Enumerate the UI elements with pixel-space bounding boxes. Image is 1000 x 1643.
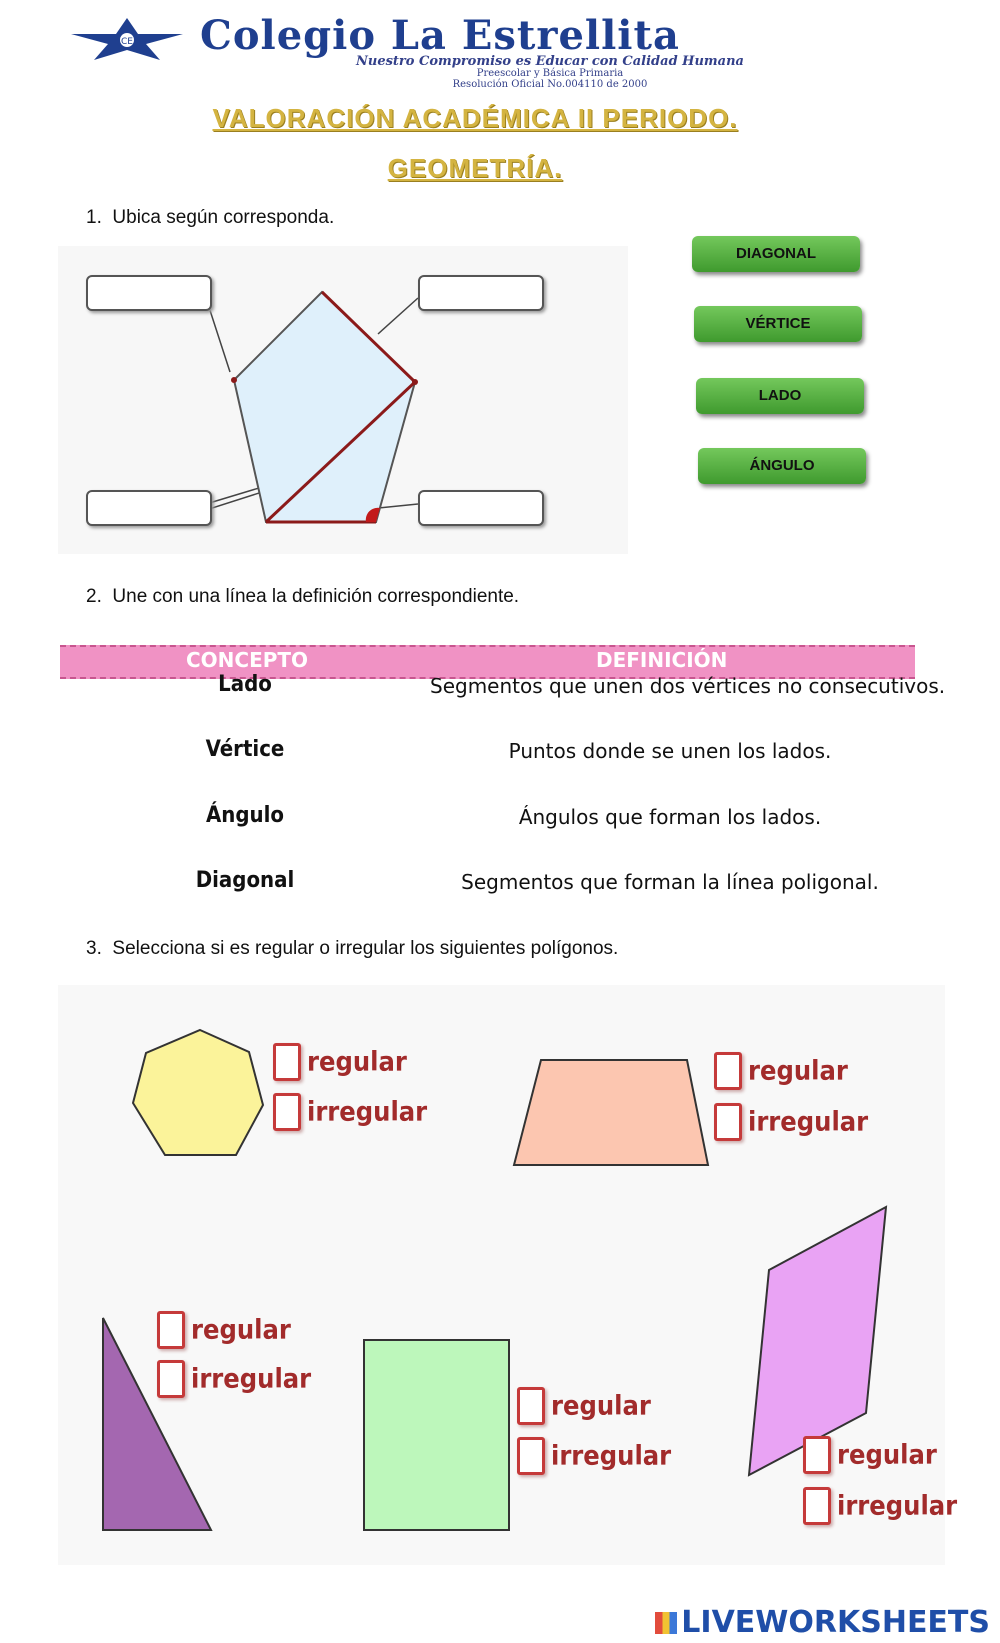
trapezoid-option-regular[interactable]: regular: [714, 1052, 848, 1090]
checkbox[interactable]: [273, 1093, 301, 1131]
subject-title: GEOMETRÍA.: [387, 153, 563, 183]
question-1-text: Ubica según corresponda.: [112, 207, 335, 228]
question-2-number: 2.: [86, 586, 102, 607]
tag-diagonal[interactable]: DIAGONAL: [692, 236, 860, 272]
school-name: Colegio La Estrellita: [200, 12, 680, 59]
triangle-option-irregular[interactable]: irregular: [157, 1360, 311, 1398]
heptagon-shape: [133, 1030, 263, 1155]
drop-box-bottom-right[interactable]: [418, 490, 544, 526]
definition-item[interactable]: Puntos donde se unen los lados.: [508, 739, 832, 763]
concept-item[interactable]: Lado: [218, 672, 272, 697]
question-1-number: 1.: [86, 207, 102, 228]
triangle-shape: [103, 1318, 211, 1530]
liveworksheets-mark-icon: [655, 1612, 677, 1634]
checkbox[interactable]: [517, 1387, 545, 1425]
heptagon-option-irregular[interactable]: irregular: [273, 1093, 427, 1131]
concept-item[interactable]: Ángulo: [205, 803, 285, 828]
square-option-regular[interactable]: regular: [517, 1387, 651, 1425]
question-2-text: Une con una línea la definición correspondiente.: [112, 586, 520, 607]
definition-item[interactable]: Segmentos que forman la línea poligonal.: [461, 870, 879, 894]
pentagon-vertex-dot: [231, 377, 237, 383]
svg-text:CE: CE: [121, 37, 133, 47]
checkbox[interactable]: [714, 1103, 742, 1141]
question-1: [86, 207, 334, 229]
school-level: Preescolar y Básica Primaria: [476, 68, 624, 79]
pentagon-vertex-dot: [412, 379, 418, 385]
tag-lado[interactable]: LADO: [696, 378, 864, 414]
definition-item[interactable]: Segmentos que unen dos vértices no consecutivos.: [430, 674, 946, 698]
checkbox[interactable]: [803, 1487, 831, 1525]
trapezoid-option-irregular[interactable]: irregular: [714, 1103, 868, 1141]
heptagon-option-regular[interactable]: regular: [273, 1043, 407, 1081]
checkbox[interactable]: [517, 1437, 545, 1475]
question-2: [86, 586, 519, 608]
question-3-text: Selecciona si es regular o irregular los siguientes polígonos.: [112, 938, 619, 959]
drop-box-top-left[interactable]: [86, 275, 212, 311]
concept-item[interactable]: Vértice: [205, 737, 285, 762]
polygons-drawing: [0, 985, 1000, 1565]
checkbox[interactable]: [157, 1360, 185, 1398]
checkbox[interactable]: [273, 1043, 301, 1081]
tag-angulo[interactable]: ÁNGULO: [698, 448, 866, 484]
definition-column-header: DEFINICIÓN: [596, 648, 728, 672]
school-motto: Nuestro Compromiso es Educar con Calidad Humana: [356, 54, 744, 69]
connector-line-bottom-right: [378, 504, 418, 508]
triangle-option-regular[interactable]: regular: [157, 1311, 291, 1349]
concept-column-header: CONCEPTO: [186, 648, 309, 672]
checkbox[interactable]: [714, 1052, 742, 1090]
checkbox[interactable]: [803, 1436, 831, 1474]
drop-box-top-right[interactable]: [418, 275, 544, 311]
school-resolution: Resolución Oficial No.004110 de 2000: [452, 79, 648, 90]
connector-line-top-right: [378, 298, 418, 334]
rhombus-option-regular[interactable]: regular: [803, 1436, 937, 1474]
drop-box-bottom-left[interactable]: [86, 490, 212, 526]
rhombus-shape: [749, 1207, 886, 1475]
checkbox[interactable]: [157, 1311, 185, 1349]
square-option-irregular[interactable]: irregular: [517, 1437, 671, 1475]
definition-item[interactable]: Ángulos que forman los lados.: [518, 805, 822, 829]
concept-item[interactable]: Diagonal: [195, 868, 295, 893]
liveworksheets-logo[interactable]: LIVEWORKSHEETS: [655, 1605, 990, 1640]
star-logo-icon: [68, 16, 186, 62]
square-shape: [364, 1340, 509, 1530]
page-title: VALORACIÓN ACADÉMICA II PERIODO.: [212, 103, 738, 133]
question-3-number: 3.: [86, 938, 102, 959]
rhombus-option-irregular[interactable]: irregular: [803, 1487, 957, 1525]
trapezoid-shape: [514, 1060, 708, 1165]
tag-vertice[interactable]: VÉRTICE: [694, 306, 862, 342]
question-3: [86, 938, 618, 960]
